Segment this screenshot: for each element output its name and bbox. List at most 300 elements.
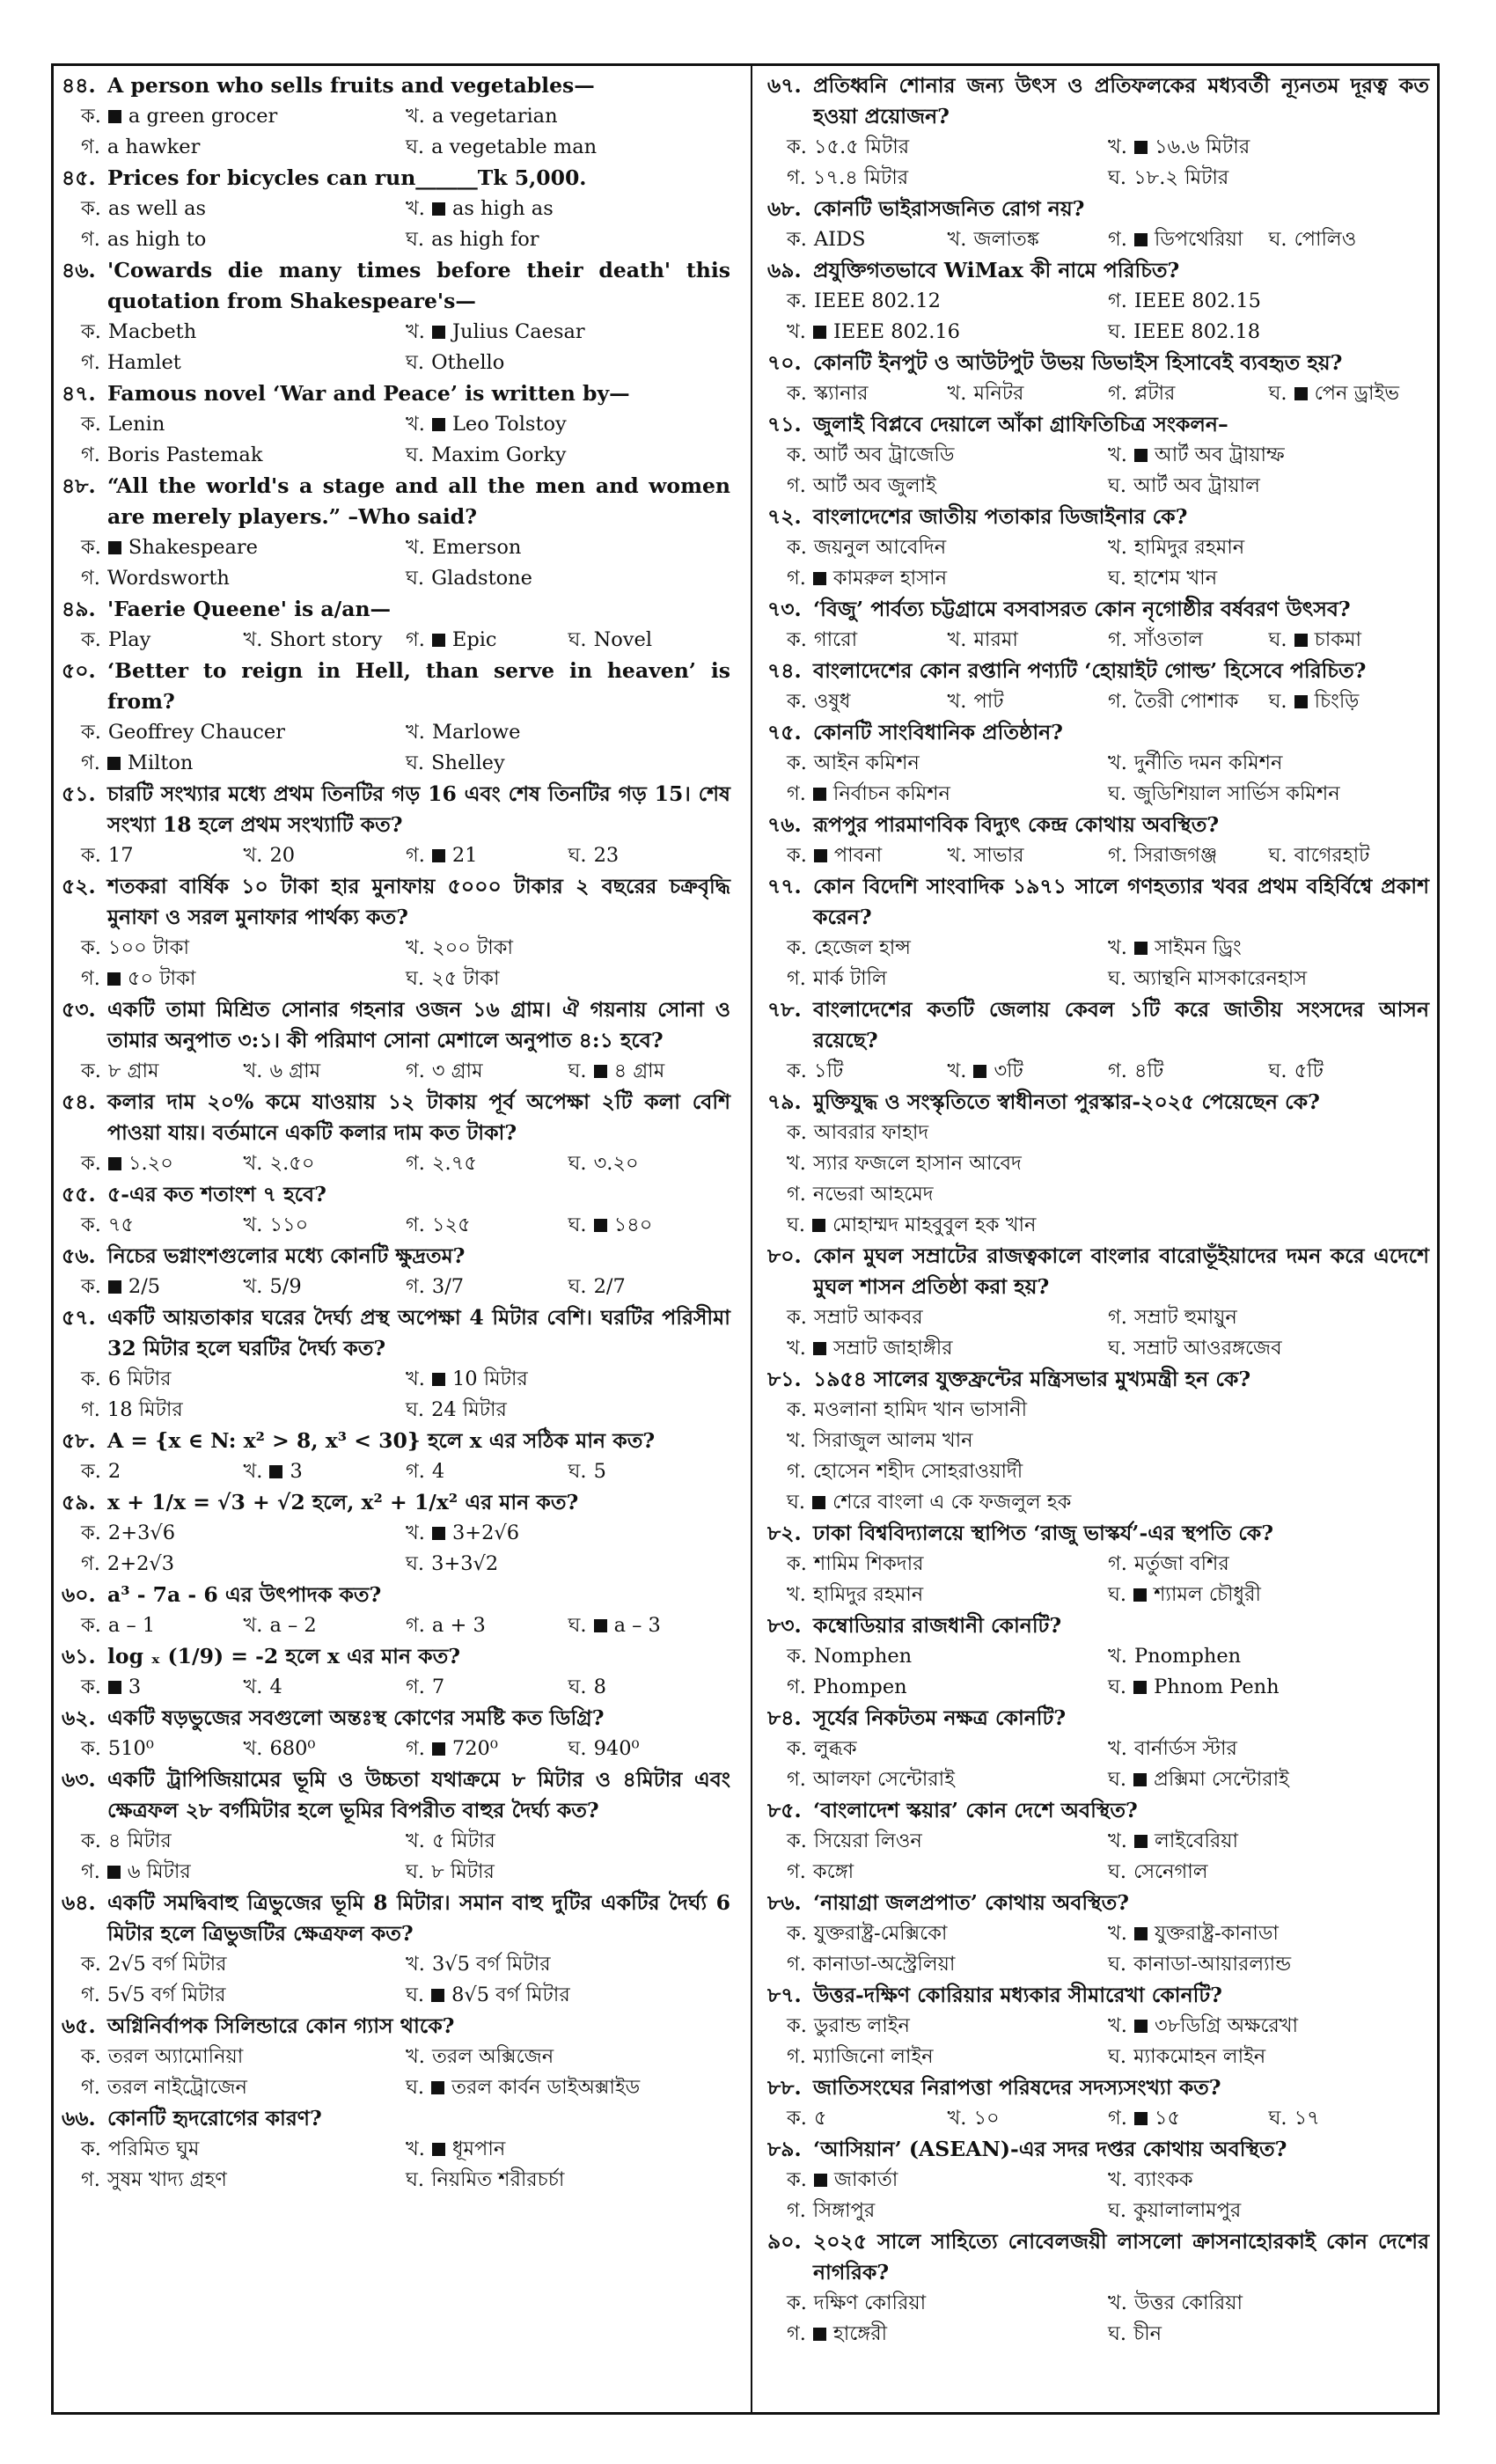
answer-option[interactable] (1269, 2103, 1430, 2134)
answer-option[interactable] (81, 1056, 244, 1087)
answer-option[interactable] (1108, 2165, 1429, 2196)
option-list (767, 1918, 1429, 1980)
answer-option[interactable] (787, 686, 948, 717)
option-label: খ. (787, 1337, 806, 1360)
answer-option[interactable] (406, 1210, 568, 1241)
question-number: ৫৭. (62, 1305, 96, 1330)
option-label: ঘ. (568, 844, 587, 867)
correct-answer-square-icon (432, 634, 445, 647)
answer-option[interactable] (787, 1302, 1108, 1333)
answer-option[interactable] (1108, 317, 1429, 348)
answer-option[interactable] (406, 1364, 730, 1395)
answer-option[interactable] (81, 1395, 406, 1426)
answer-option[interactable] (1108, 1949, 1429, 1980)
question-stem (62, 1764, 730, 1826)
answer-option[interactable] (81, 2134, 406, 2165)
option-list (62, 625, 730, 656)
option-label: গ. (81, 1398, 100, 1421)
option-text: 2/7 (593, 1275, 626, 1298)
answer-option[interactable] (1108, 1826, 1429, 1857)
answer-option[interactable] (787, 1179, 1429, 1210)
answer-option[interactable] (406, 194, 730, 224)
answer-option[interactable] (244, 625, 407, 656)
option-label: খ. (1108, 2014, 1127, 2037)
option-text: ২০০ টাকা (431, 936, 514, 959)
option-label: ক. (81, 936, 101, 959)
answer-option[interactable] (787, 1210, 1429, 1241)
option-text: চীন (1133, 2322, 1162, 2345)
answer-option[interactable] (1108, 1734, 1429, 1764)
answer-option[interactable] (406, 1056, 568, 1087)
option-label: খ. (787, 1583, 806, 1606)
answer-option[interactable] (787, 2319, 1108, 2350)
option-label: গ. (1108, 228, 1127, 251)
option-text: উত্তর কোরিয়া (1133, 2292, 1243, 2314)
answer-option[interactable] (787, 163, 1108, 194)
answer-option[interactable] (1108, 2288, 1429, 2319)
question-stem (62, 1241, 730, 1272)
answer-option[interactable] (568, 1148, 731, 1179)
correct-answer-square-icon (1134, 942, 1148, 955)
option-list (62, 1456, 730, 1487)
answer-option[interactable] (1108, 378, 1269, 409)
option-label: খ. (787, 1152, 806, 1175)
question-stem (62, 1302, 730, 1364)
answer-option[interactable] (81, 2072, 406, 2103)
answer-option[interactable] (787, 286, 1108, 317)
answer-option[interactable] (1269, 625, 1430, 656)
option-text: Phompen (812, 1676, 907, 1698)
answer-option[interactable] (787, 1580, 1108, 1610)
answer-option[interactable] (406, 1518, 730, 1549)
answer-option[interactable] (406, 1734, 568, 1764)
answer-option[interactable] (1108, 132, 1429, 163)
option-text: 18 মিটার (106, 1398, 183, 1421)
question-text: একটি সমদ্বিবাহু ত্রিভুজের ভূমি 8 মিটার। সমান বাহু দুটির একটির দৈর্ঘ্য 6 মিটার হলে ত্রিভুজটির ক্ষেত্রফল কত? (107, 1890, 730, 1946)
answer-option[interactable] (406, 1549, 730, 1580)
answer-option[interactable] (948, 840, 1109, 871)
answer-option[interactable] (1108, 779, 1429, 810)
answer-option[interactable] (787, 933, 1108, 964)
answer-option[interactable] (81, 1610, 244, 1641)
correct-answer-square-icon (431, 2081, 444, 2094)
answer-option[interactable] (406, 2072, 730, 2103)
answer-option[interactable] (1108, 2042, 1429, 2072)
option-text: শামিম শিকদার (813, 1552, 924, 1575)
answer-option[interactable] (1108, 2103, 1269, 2134)
answer-option[interactable] (406, 933, 730, 964)
answer-option[interactable] (787, 378, 948, 409)
option-text: 510⁰ (107, 1737, 154, 1760)
option-text: 2+3√6 (107, 1522, 176, 1544)
answer-option[interactable] (81, 1826, 406, 1857)
answer-option[interactable] (406, 563, 730, 594)
option-label: ক. (787, 382, 807, 405)
answer-option[interactable] (81, 194, 406, 224)
option-label: ঘ. (1108, 567, 1127, 590)
option-text: 5 (593, 1460, 606, 1483)
answer-option[interactable] (406, 409, 730, 440)
answer-option[interactable] (787, 1764, 1108, 1795)
question (767, 1610, 1429, 1703)
correct-answer-square-icon (594, 1065, 607, 1078)
answer-option[interactable] (948, 1056, 1109, 1087)
option-label: গ. (81, 136, 100, 158)
option-text: মার্ক টালি (812, 967, 887, 990)
answer-option[interactable] (787, 563, 1108, 594)
answer-option[interactable] (1108, 686, 1269, 717)
option-text: পাবনা (833, 844, 883, 867)
answer-option[interactable] (568, 1672, 731, 1703)
answer-option[interactable] (81, 748, 406, 779)
answer-option[interactable] (948, 625, 1109, 656)
option-text: সম্রাট জাহাঙ্গীর (832, 1337, 953, 1360)
answer-option[interactable] (244, 1734, 407, 1764)
answer-option[interactable] (787, 532, 1108, 563)
answer-option[interactable] (1108, 563, 1429, 594)
option-text: ম্যাজিনো লাইন (812, 2045, 934, 2068)
option-text: লাইবেরিয়া (1154, 1830, 1239, 1852)
question (767, 1364, 1429, 1518)
answer-option[interactable] (81, 1272, 244, 1302)
question-text: জাতিসংঘের নিরাপত্তা পরিষদের সদস্যসংখ্যা কত? (813, 2075, 1221, 2100)
answer-option[interactable] (1269, 840, 1430, 871)
answer-option[interactable] (406, 348, 730, 378)
answer-option[interactable] (81, 563, 406, 594)
answer-option[interactable] (244, 1272, 407, 1302)
answer-option[interactable] (1108, 1918, 1429, 1949)
answer-option[interactable] (406, 440, 730, 471)
question (62, 471, 730, 594)
answer-option[interactable] (81, 1980, 406, 2011)
answer-option[interactable] (568, 1056, 731, 1087)
answer-option[interactable] (787, 625, 948, 656)
answer-option[interactable] (406, 1148, 568, 1179)
answer-option[interactable] (406, 1272, 568, 1302)
answer-option[interactable] (1108, 748, 1429, 779)
answer-option[interactable] (1269, 378, 1430, 409)
answer-option[interactable] (787, 1426, 1429, 1456)
answer-option[interactable] (406, 317, 730, 348)
question-stem (767, 2226, 1429, 2288)
answer-option[interactable] (1269, 1056, 1430, 1087)
question-number: ৬৮. (767, 196, 802, 221)
answer-option[interactable] (81, 1672, 244, 1703)
answer-option[interactable] (787, 1734, 1108, 1764)
answer-option[interactable] (1108, 625, 1269, 656)
option-label: খ. (947, 382, 967, 405)
answer-option[interactable] (787, 2165, 1108, 2196)
answer-option[interactable] (1108, 2319, 1429, 2350)
answer-option[interactable] (1108, 1549, 1429, 1580)
question-text: নিচের ভগ্নাংশগুলোর মধ্যে কোনটি ক্ষুদ্রতম? (107, 1243, 466, 1268)
answer-option[interactable] (81, 132, 406, 163)
option-label: ক. (787, 628, 807, 651)
answer-option[interactable] (81, 409, 406, 440)
answer-option[interactable] (406, 1857, 730, 1888)
option-label: খ. (243, 1152, 263, 1175)
question-text: ২০২৫ সালে সাহিত্যে নোবেলজয়ী লাসলো ক্রাসনাহোরকাই কোন দেশের নাগরিক? (813, 2229, 1429, 2284)
correct-answer-square-icon (812, 1219, 825, 1232)
option-label: ঘ. (1108, 2322, 1127, 2345)
answer-option[interactable] (1108, 1302, 1429, 1333)
answer-option[interactable] (787, 440, 1108, 471)
answer-option[interactable] (81, 2165, 406, 2196)
answer-option[interactable] (406, 224, 730, 255)
answer-option[interactable] (1108, 163, 1429, 194)
answer-option[interactable] (787, 840, 948, 871)
answer-option[interactable] (1108, 964, 1429, 994)
option-text: আর্ট অব ট্রায়াম্ফ (1154, 444, 1285, 466)
answer-option[interactable] (406, 1610, 568, 1641)
option-label: ক. (81, 1737, 101, 1760)
option-label: ক. (787, 1552, 807, 1575)
answer-option[interactable] (81, 101, 406, 132)
answer-option[interactable] (244, 1610, 407, 1641)
answer-option[interactable] (406, 1980, 730, 2011)
option-text: হামিদুর রহমান (1133, 536, 1245, 559)
option-label: খ. (406, 1522, 425, 1544)
answer-option[interactable] (787, 2196, 1108, 2226)
answer-option[interactable] (787, 471, 1108, 502)
option-text: a – 3 (613, 1614, 661, 1637)
answer-option[interactable] (787, 779, 1108, 810)
answer-option[interactable] (244, 1210, 407, 1241)
option-label: ঘ. (1268, 382, 1287, 405)
question-text: জুলাই বিপ্লবে দেয়ালে আঁকা গ্রাফিতিচিত্র সংকলন– (813, 412, 1228, 436)
answer-option[interactable] (244, 1672, 407, 1703)
option-text: 2 (107, 1460, 121, 1483)
answer-option[interactable] (787, 1395, 1429, 1426)
answer-option[interactable] (81, 1148, 244, 1179)
question (62, 1241, 730, 1302)
question-number: ৮২. (767, 1521, 802, 1545)
answer-option[interactable] (406, 625, 568, 656)
question-text: বাংলাদেশের জাতীয় পতাকার ডিজাইনার কে? (813, 504, 1188, 529)
answer-option[interactable] (787, 132, 1108, 163)
answer-option[interactable] (406, 1949, 730, 1980)
option-text: 2/5 (128, 1275, 161, 1298)
option-label: খ. (947, 2107, 967, 2130)
answer-option[interactable] (406, 532, 730, 563)
answer-option[interactable] (1108, 933, 1429, 964)
answer-option[interactable] (1108, 440, 1429, 471)
option-text: ৩৮ডিগ্রি অক্ষরেখা (1154, 2014, 1299, 2037)
answer-option[interactable] (81, 1549, 406, 1580)
answer-option[interactable] (787, 1949, 1108, 1980)
answer-option[interactable] (1108, 2196, 1429, 2226)
answer-option[interactable] (81, 840, 244, 871)
answer-option[interactable] (1108, 224, 1269, 255)
question-text: বাংলাদেশের কতটি জেলায় কেবল ১টি করে জাতীয় সংসদের আসন রয়েছে? (813, 997, 1429, 1052)
option-label: ক. (787, 290, 807, 312)
correct-answer-square-icon (108, 1157, 121, 1170)
question (62, 1703, 730, 1764)
answer-option[interactable] (787, 2011, 1108, 2042)
answer-option[interactable] (1108, 1580, 1429, 1610)
answer-option[interactable] (568, 1210, 731, 1241)
option-text: Macbeth (107, 320, 197, 343)
answer-option[interactable] (406, 2165, 730, 2196)
answer-option[interactable] (1108, 1857, 1429, 1888)
answer-option[interactable] (948, 2103, 1109, 2134)
option-label: ক. (81, 105, 101, 128)
answer-option[interactable] (787, 1333, 1108, 1364)
answer-option[interactable] (1108, 471, 1429, 502)
answer-option[interactable] (568, 1734, 731, 1764)
answer-option[interactable] (406, 2042, 730, 2072)
answer-option[interactable] (568, 1610, 731, 1641)
answer-option[interactable] (787, 224, 948, 255)
option-text: IEEE 802.18 (1133, 320, 1261, 343)
answer-option[interactable] (1108, 1333, 1429, 1364)
answer-option[interactable] (1108, 1672, 1429, 1703)
option-text: দুর্নীতি দমন কমিশন (1133, 752, 1283, 774)
option-text: কামরুল হাসান (832, 567, 948, 590)
answer-option[interactable] (81, 1734, 244, 1764)
answer-option[interactable] (568, 625, 731, 656)
option-text: স্ক্যানার (813, 382, 869, 405)
question-text: একটি ট্রাপিজিয়ামের ভূমি ও উচ্চতা যথাক্রমে ৮ মিটার ও ৪মিটার এবং ক্ষেত্রফল ২৮ বর্গমিটার হলে ভূমির বিপরীত বাহুর দৈর্ঘ্য কত? (107, 1767, 730, 1822)
answer-option[interactable] (81, 317, 406, 348)
option-text: 24 মিটার (431, 1398, 507, 1421)
option-label: গ. (787, 1953, 806, 1976)
answer-option[interactable] (787, 2103, 948, 2134)
option-text: ডিপথেরিয়া (1154, 228, 1243, 251)
answer-option[interactable] (81, 625, 244, 656)
option-text: Shakespeare (128, 536, 258, 559)
answer-option[interactable] (81, 964, 406, 994)
option-label: গ. (81, 1860, 100, 1883)
answer-option[interactable] (406, 2134, 730, 2165)
answer-option[interactable] (948, 378, 1109, 409)
answer-option[interactable] (787, 1148, 1429, 1179)
answer-option[interactable] (406, 1456, 568, 1487)
option-label: ক. (81, 1522, 101, 1544)
question-text: log ₓ (1/9) = -2 হলে x এর মান কত? (107, 1644, 460, 1668)
answer-option[interactable] (1269, 224, 1430, 255)
answer-option[interactable] (787, 1056, 948, 1087)
option-label: গ. (81, 444, 100, 466)
option-list (62, 933, 730, 994)
answer-option[interactable] (406, 840, 568, 871)
answer-option[interactable] (81, 2042, 406, 2072)
answer-option[interactable] (787, 317, 1108, 348)
option-text: ৩টি (994, 1060, 1023, 1082)
answer-option[interactable] (81, 1456, 244, 1487)
correct-answer-square-icon (108, 1280, 121, 1294)
option-text: 2+2√3 (106, 1552, 175, 1575)
answer-option[interactable] (568, 1456, 731, 1487)
option-label: গ. (1108, 1306, 1127, 1329)
option-list (62, 1148, 730, 1179)
answer-option[interactable] (1108, 1764, 1429, 1795)
answer-option[interactable] (406, 101, 730, 132)
option-list (767, 1395, 1429, 1518)
answer-option[interactable] (1108, 532, 1429, 563)
answer-option[interactable] (948, 686, 1109, 717)
question-text: 'Cowards die many times before their death' this quotation from Shakespeare's— (107, 258, 730, 313)
answer-option[interactable] (787, 748, 1108, 779)
option-text: সুষম খাদ্য গ্রহণ (106, 2168, 227, 2191)
answer-option[interactable] (568, 1272, 731, 1302)
answer-option[interactable] (787, 1549, 1108, 1580)
answer-option[interactable] (81, 348, 406, 378)
answer-option[interactable] (406, 1672, 568, 1703)
option-text: as high for (431, 228, 539, 251)
option-label: ঘ. (1108, 320, 1127, 343)
option-label: ঘ. (568, 1060, 587, 1082)
answer-option[interactable] (81, 1857, 406, 1888)
answer-option[interactable] (787, 1641, 1108, 1672)
option-text: a – 2 (269, 1614, 317, 1637)
answer-option[interactable] (81, 224, 406, 255)
question-text: একটি তামা মিশ্রিত সোনার গহনার ওজন ১৬ গ্রাম। ঐ গয়নায় সোনা ও তামার অনুপাত ৩:১। কী পরিমাণ সোনা মেশালে অনুপাত ৪:১ হবে? (107, 997, 730, 1052)
answer-option[interactable] (244, 840, 407, 871)
question-stem (62, 163, 730, 194)
answer-option[interactable] (244, 1456, 407, 1487)
answer-option[interactable] (1108, 286, 1429, 317)
answer-option[interactable] (948, 224, 1109, 255)
answer-option[interactable] (244, 1056, 407, 1087)
answer-option[interactable] (1108, 1056, 1269, 1087)
answer-option[interactable] (787, 1857, 1108, 1888)
answer-option[interactable] (568, 840, 731, 871)
answer-option[interactable] (81, 1210, 244, 1241)
answer-option[interactable] (81, 1949, 406, 1980)
option-label: গ. (1108, 690, 1127, 713)
answer-option[interactable] (81, 532, 406, 563)
question-text: একটি আয়তাকার ঘরের দৈর্ঘ্য প্রস্থ অপেক্ষা 4 মিটার বেশি। ঘরটির পরিসীমা 32 মিটার হলে ঘরটির দৈর্ঘ্য কত? (107, 1305, 730, 1360)
answer-option[interactable] (787, 1918, 1108, 1949)
answer-option[interactable] (406, 1395, 730, 1426)
option-text: কানাডা-অস্ট্রেলিয়া (812, 1953, 956, 1976)
option-label: খ. (406, 936, 425, 959)
answer-option[interactable] (787, 2042, 1108, 2072)
answer-option[interactable] (1108, 840, 1269, 871)
answer-option[interactable] (1269, 686, 1430, 717)
answer-option[interactable] (406, 748, 730, 779)
question (767, 348, 1429, 409)
option-label: গ. (1108, 844, 1127, 867)
correct-answer-square-icon (594, 1619, 607, 1632)
answer-option[interactable] (787, 2288, 1108, 2319)
answer-option[interactable] (81, 933, 406, 964)
option-text: 3 (290, 1460, 303, 1483)
option-label: গ. (787, 474, 806, 497)
answer-option[interactable] (406, 132, 730, 163)
answer-option[interactable] (406, 964, 730, 994)
answer-option[interactable] (81, 717, 406, 748)
option-label: গ. (406, 1737, 425, 1760)
answer-option[interactable] (244, 1148, 407, 1179)
answer-option[interactable] (787, 1118, 1429, 1148)
answer-option[interactable] (787, 1487, 1429, 1518)
option-label: ক. (787, 752, 807, 774)
answer-option[interactable] (1108, 2011, 1429, 2042)
answer-option[interactable] (787, 1456, 1429, 1487)
answer-option[interactable] (81, 1364, 406, 1395)
option-text: সিয়েরা লিওন (813, 1830, 922, 1852)
answer-option[interactable] (81, 440, 406, 471)
answer-option[interactable] (787, 1826, 1108, 1857)
answer-option[interactable] (406, 717, 730, 748)
answer-option[interactable] (1108, 1641, 1429, 1672)
answer-option[interactable] (787, 964, 1108, 994)
answer-option[interactable] (81, 1518, 406, 1549)
answer-option[interactable] (787, 1672, 1108, 1703)
answer-option[interactable] (406, 1826, 730, 1857)
